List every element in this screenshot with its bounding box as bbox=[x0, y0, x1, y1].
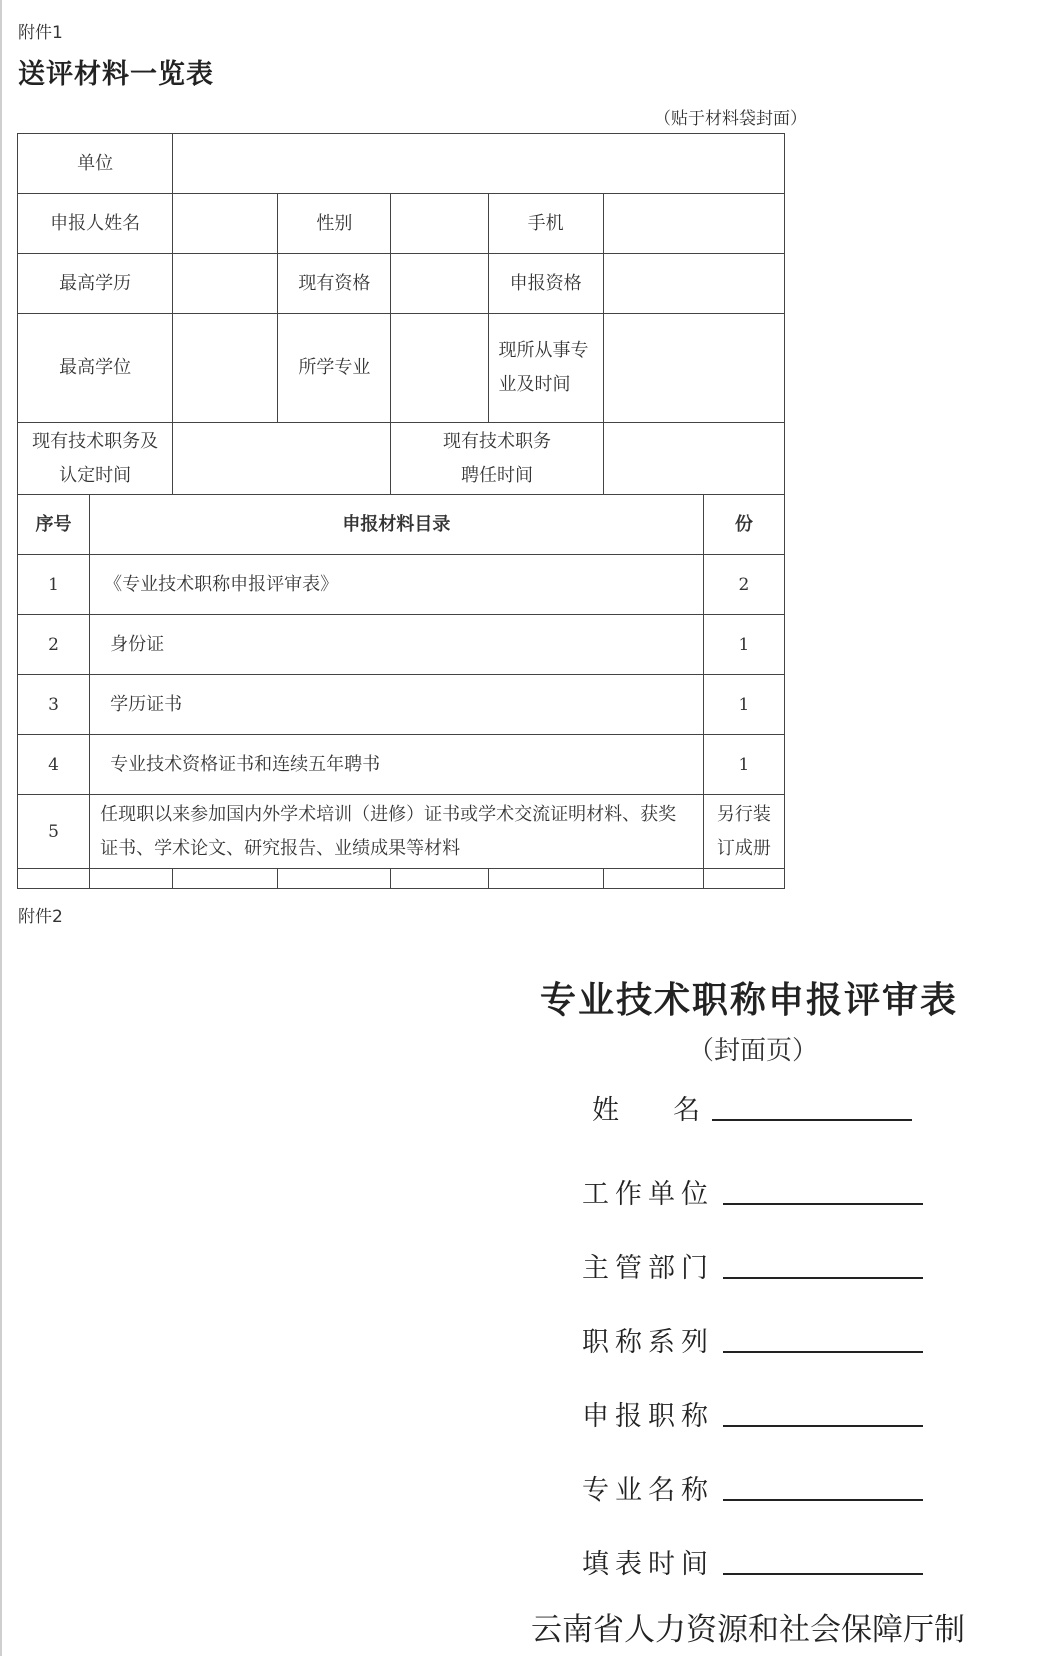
annex1-note: （贴于材料袋封面） bbox=[654, 109, 807, 129]
row-degree bbox=[18, 314, 785, 423]
item-name: 专业技术资格证书和连续五年聘书 bbox=[90, 735, 704, 795]
annex1-label: 附件1 bbox=[18, 23, 63, 43]
value-apply-qual[interactable] bbox=[603, 254, 784, 314]
row-unit bbox=[18, 134, 785, 194]
field-major-name bbox=[582, 1468, 714, 1507]
item-no: 2 bbox=[18, 615, 90, 675]
value-name[interactable] bbox=[173, 194, 278, 254]
empty-cell bbox=[173, 869, 278, 889]
field-name-label: 姓 名 bbox=[592, 1095, 700, 1126]
field-fill-date-line[interactable] bbox=[723, 1573, 923, 1575]
header-catalog: 申报材料目录 bbox=[90, 495, 704, 555]
label-unit: 单位 bbox=[18, 134, 173, 194]
field-name bbox=[592, 1088, 700, 1127]
table-row bbox=[18, 615, 785, 675]
item-name: 《专业技术职称申报评审表》 bbox=[90, 555, 704, 615]
value-current-field[interactable] bbox=[603, 314, 784, 423]
item-name: 学历证书 bbox=[90, 675, 704, 735]
field-workplace-line[interactable] bbox=[723, 1203, 923, 1205]
row-name bbox=[18, 194, 785, 254]
header-copies: 份 bbox=[703, 495, 784, 555]
cover-subtitle: （封面页） bbox=[688, 1036, 819, 1066]
field-fill-date-label: 填表时间 bbox=[582, 1549, 714, 1580]
row-education bbox=[18, 254, 785, 314]
value-degree[interactable] bbox=[173, 314, 278, 423]
field-series-label: 职称系列 bbox=[582, 1327, 714, 1358]
label-degree: 最高学位 bbox=[18, 314, 173, 423]
value-tech-post[interactable] bbox=[173, 423, 391, 495]
label-gender: 性别 bbox=[278, 194, 391, 254]
item-no: 3 bbox=[18, 675, 90, 735]
field-title-applied-line[interactable] bbox=[723, 1425, 923, 1427]
field-major-name-line[interactable] bbox=[723, 1499, 923, 1501]
left-border-rule bbox=[0, 0, 2, 1656]
value-gender[interactable] bbox=[391, 194, 488, 254]
empty-row bbox=[18, 869, 785, 889]
empty-cell bbox=[278, 869, 391, 889]
list-header-row bbox=[18, 495, 785, 555]
label-edu: 最高学历 bbox=[18, 254, 173, 314]
table-row bbox=[18, 735, 785, 795]
field-workplace bbox=[582, 1172, 714, 1211]
value-tech-post-hire[interactable] bbox=[603, 423, 784, 495]
empty-cell bbox=[90, 869, 173, 889]
field-major-name-label: 专业名称 bbox=[582, 1475, 714, 1506]
item-copies: 1 bbox=[703, 735, 784, 795]
header-no: 序号 bbox=[18, 495, 90, 555]
label-major: 所学专业 bbox=[278, 314, 391, 423]
item-name: 任现职以来参加国内外学术培训（进修）证书或学术交流证明材料、获奖证书、学术论文、研究报告、业绩成果等材料 bbox=[90, 795, 704, 869]
empty-cell bbox=[703, 869, 784, 889]
item-copies: 1 bbox=[703, 675, 784, 735]
table-row bbox=[18, 795, 785, 869]
item-name: 身份证 bbox=[90, 615, 704, 675]
annex2-label: 附件2 bbox=[18, 907, 63, 927]
label-tech-post: 现有技术职务及认定时间 bbox=[18, 423, 173, 495]
empty-cell bbox=[603, 869, 703, 889]
value-edu[interactable] bbox=[173, 254, 278, 314]
row-tech-post bbox=[18, 423, 785, 495]
empty-cell bbox=[18, 869, 90, 889]
cover-title: 专业技术职称申报评审表 bbox=[540, 979, 959, 1021]
materials-table bbox=[17, 133, 785, 889]
field-series bbox=[582, 1320, 714, 1359]
value-current-qual[interactable] bbox=[391, 254, 488, 314]
item-no: 4 bbox=[18, 735, 90, 795]
value-phone[interactable] bbox=[603, 194, 784, 254]
table-row bbox=[18, 675, 785, 735]
item-copies: 1 bbox=[703, 615, 784, 675]
label-apply-qual: 申报资格 bbox=[488, 254, 603, 314]
field-series-line[interactable] bbox=[723, 1351, 923, 1353]
label-current-qual: 现有资格 bbox=[278, 254, 391, 314]
item-copies: 2 bbox=[703, 555, 784, 615]
field-name-line[interactable] bbox=[712, 1119, 912, 1121]
field-department-line[interactable] bbox=[723, 1277, 923, 1279]
value-unit[interactable] bbox=[173, 134, 785, 194]
field-title-applied bbox=[582, 1394, 714, 1433]
item-copies: 另行装订成册 bbox=[703, 795, 784, 869]
field-title-applied-label: 申报职称 bbox=[582, 1401, 714, 1432]
table-row bbox=[18, 555, 785, 615]
item-no: 5 bbox=[18, 795, 90, 869]
field-department-label: 主管部门 bbox=[582, 1253, 714, 1284]
value-major[interactable] bbox=[391, 314, 488, 423]
item-no: 1 bbox=[18, 555, 90, 615]
empty-cell bbox=[391, 869, 488, 889]
label-phone: 手机 bbox=[488, 194, 603, 254]
annex1-title: 送评材料一览表 bbox=[18, 59, 214, 90]
cover-footer: 云南省人力资源和社会保障厅制 bbox=[531, 1612, 965, 1648]
label-name: 申报人姓名 bbox=[18, 194, 173, 254]
field-fill-date bbox=[582, 1542, 714, 1581]
label-tech-post-hire: 现有技术职务聘任时间 bbox=[391, 423, 603, 495]
field-department bbox=[582, 1246, 714, 1285]
empty-cell bbox=[488, 869, 603, 889]
label-current-field: 现所从事专业及时间 bbox=[488, 314, 603, 423]
field-workplace-label: 工作单位 bbox=[582, 1179, 714, 1210]
